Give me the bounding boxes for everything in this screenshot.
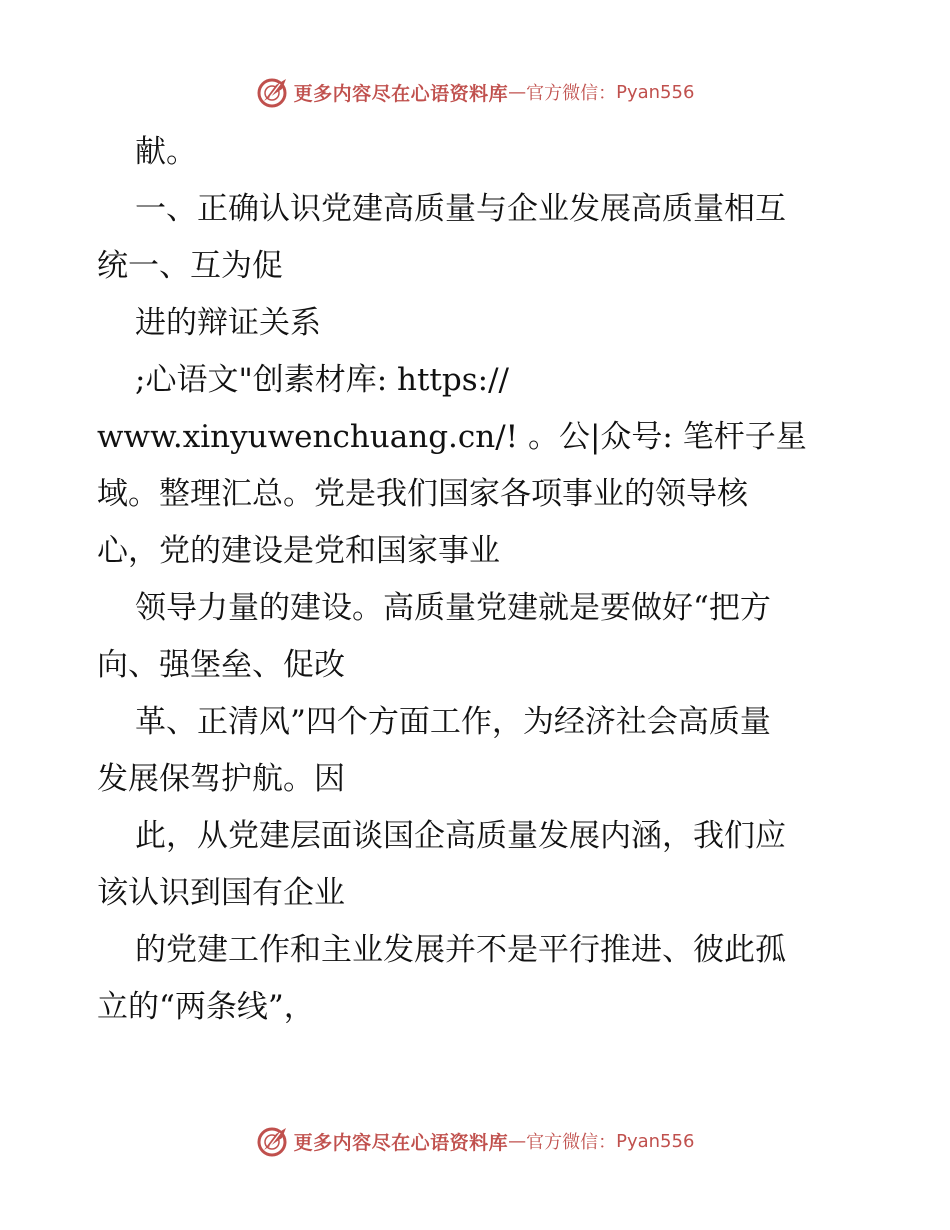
body-text-line: 域。整理汇总。党是我们国家各项事业的领导核 [97,476,748,512]
body-text-line: 统一、互为促 [97,248,283,284]
footer-brand-text: 更多内容尽在心语资料库 [293,1131,509,1154]
pen-nib-logo-icon [256,75,290,109]
body-text-line: 此，从党建层面谈国企高质量发展内涵，我们应 [135,818,786,854]
body-text-line: 革、正清风”四个方面工作，为经济社会高质量 [135,704,771,740]
body-text-line: 发展保驾护航。因 [97,761,345,797]
body-text-line: 一、正确认识党建高质量与企业发展高质量相互 [135,191,786,227]
body-text-line: 领导力量的建设。高质量党建就是要做好“把方 [135,590,771,626]
body-text-line: 献。 [135,134,197,170]
header-wechat-label: 官方微信： [526,83,617,104]
footer-wechat-id: Pyan556 [616,1130,695,1152]
footer-banner [0,1121,950,1161]
header-wechat-id: Pyan556 [616,81,695,103]
body-text-line: 心，党的建设是党和国家事业 [97,533,500,569]
body-text-line: www.xinyuwenchuang.cn/! 。公|众号: 笔杆子星 [97,419,807,455]
body-text-line: 进的辩证关系 [135,305,321,341]
pen-nib-logo-icon [256,1124,290,1158]
body-text-line: ;心语文"创素材库: https:// [135,362,509,398]
body-text-line: 向、强堡垒、促改 [97,647,345,683]
footer-dash: — [508,1130,527,1152]
body-text-line: 该认识到国有企业 [97,875,345,911]
document-body [97,124,867,1036]
footer-wechat-label: 官方微信： [526,1132,617,1153]
header-brand-text: 更多内容尽在心语资料库 [293,82,509,105]
header-banner [0,72,950,112]
header-dash: — [508,81,527,103]
body-text-line: 立的“两条线”， [97,989,315,1025]
body-text-line: 的党建工作和主业发展并不是平行推进、彼此孤 [135,932,786,968]
